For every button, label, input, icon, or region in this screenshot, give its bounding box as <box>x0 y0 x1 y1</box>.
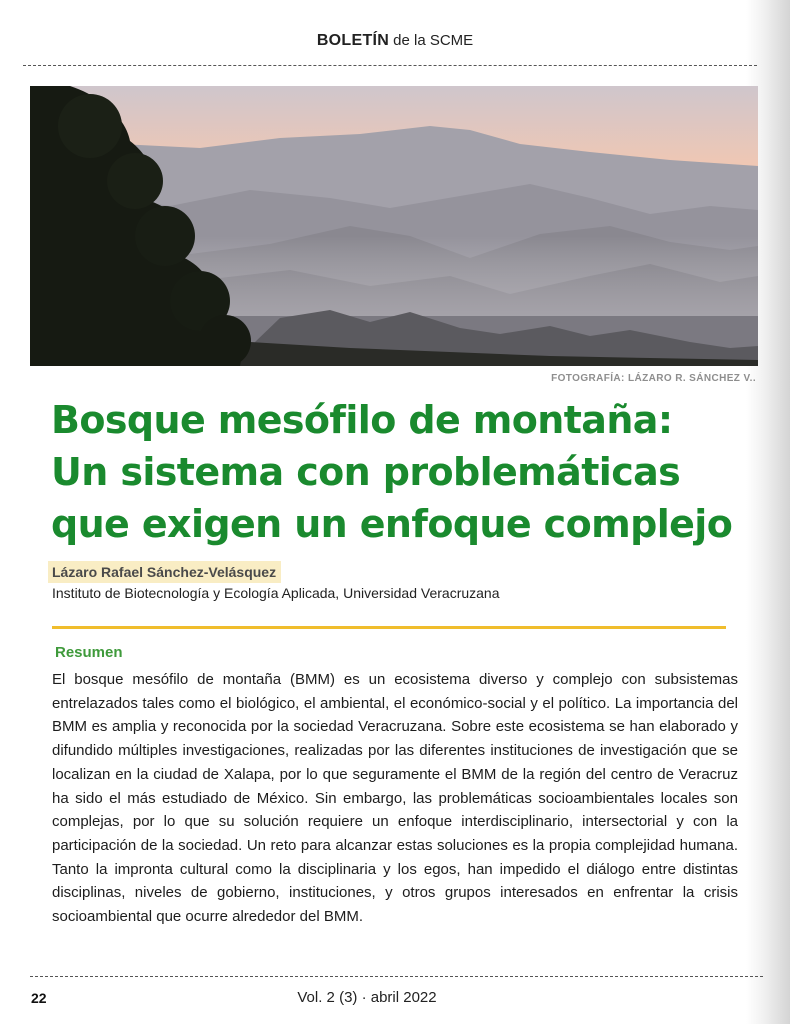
abstract-text: El bosque mesófilo de montaña (BMM) es un ecosistema diverso y complejo con subsistemas entrelazados tales como el biológico, el ambiental, el económico-social y el político. La importancia del BMM es amplia y reconocida por la sociedad Veracruzana. Sobre este ecosistema se han elaborado y difundido múltiples investigaciones, realizadas por las diferentes instituciones de investigación que se localizan en la ciudad de Xalapa, por lo que seguramente el BMM de la región del centro de Veracruz ha sido el más estudiado de México. Sin embargo, las problemáticas socioambientales locales son complejas, por lo que su solución requiere un enfoque interdisciplinario, intersectorial y con la participación de la sociedad. Un reto para alcanzar estas soluciones es la propia complejidad humana. Tanto la impronta cultural como la disciplinaria y los egos, han impedido el diálogo entre distintas disciplinas, niveles de gobierno, instituciones, y otros grupos interesados en enfrentar la crisis socioambiental que ocurre alrededor del BMM. <box>52 671 738 926</box>
abstract-heading: Resumen <box>55 644 123 661</box>
page-number: 22 <box>31 990 47 1006</box>
header-divider <box>23 65 757 66</box>
issue-info: Vol. 2 (3) · abril 2022 <box>297 989 437 1006</box>
title-line-3: que exigen un enfoque complejo <box>51 502 733 546</box>
masthead <box>0 32 790 50</box>
author-affiliation: Instituto de Biotecnología y Ecología Aplicada, Universidad Veracruzana <box>52 585 500 601</box>
mountain-photo <box>30 86 758 366</box>
photo-credit: FOTOGRAFÍA: LÁZARO R. SÁNCHEZ V.. <box>551 373 756 384</box>
footer-divider <box>30 976 763 977</box>
masthead-subtitle: de la SCME <box>393 32 474 49</box>
article-title <box>51 394 751 550</box>
title-line-1: Bosque mesófilo de montaña: <box>51 398 673 442</box>
masthead-brand: BOLETÍN <box>316 32 390 49</box>
mountain-landscape-illustration <box>30 86 758 366</box>
title-line-2: Un sistema con problemáticas <box>51 450 681 494</box>
author-name: Lázaro Rafael Sánchez-Velásquez <box>48 561 281 583</box>
section-divider <box>52 626 726 629</box>
